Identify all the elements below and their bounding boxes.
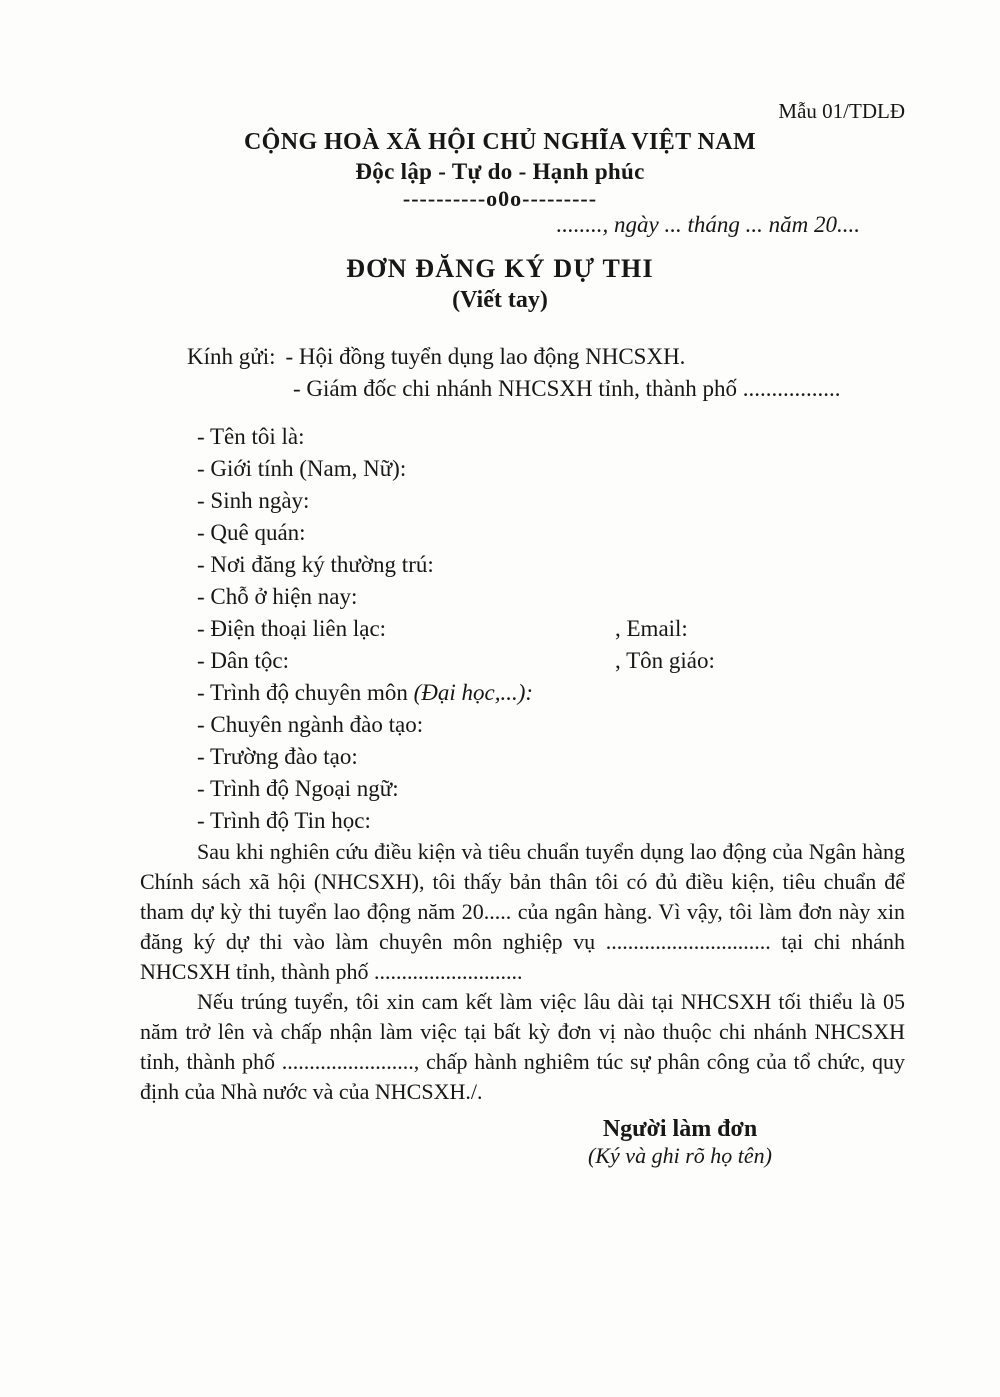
body-paragraph-2: Nếu trúng tuyển, tôi xin cam kết làm việc lâu dài tại NHCSXH tối thiểu là 05 năm trở lên và chấp nhận làm việc tại bất kỳ đơn vị nào thuộc chi nhánh NHCSXH tỉnh, thành phố ........................, chấp hành nghiêm túc sự phân công của tổ chức, quy định của Nhà nước và của NHCSXH./. <box>140 989 905 1104</box>
signature-block <box>530 1115 830 1169</box>
field-second-label: , Tôn giáo: <box>615 648 715 673</box>
personal-info-fields <box>197 421 1000 837</box>
field-label: - Trường đào tạo: <box>197 744 358 769</box>
field-label: - Quê quán: <box>197 520 306 545</box>
field-row-qualification <box>197 677 1000 709</box>
field-label: - Sinh ngày: <box>197 488 310 513</box>
field-row-permanent-residence <box>197 549 1000 581</box>
application-body <box>140 837 905 1107</box>
field-row-hometown <box>197 517 1000 549</box>
field-row-current-address <box>197 581 1000 613</box>
field-row-major <box>197 709 1000 741</box>
field-row-phone-email <box>197 613 1000 645</box>
recipient-line-2: - Giám đốc chi nhánh NHCSXH tỉnh, thành phố ................. <box>293 376 841 401</box>
recipient-line-1 <box>187 341 1000 373</box>
field-qualifier: (Đại học,...): <box>413 680 534 705</box>
date-line: ........, ngày ... tháng ... năm 20.... <box>556 212 860 237</box>
field-row-foreign-language <box>197 773 1000 805</box>
field-label: - Trình độ chuyên môn <box>197 680 414 705</box>
field-row-gender <box>197 453 1000 485</box>
field-label: - Giới tính (Nam, Nữ): <box>197 456 407 481</box>
field-row-school <box>197 741 1000 773</box>
form-subtitle: (Viết tay) <box>452 287 548 313</box>
field-row-informatics <box>197 805 1000 837</box>
header-separator: ----------o0o--------- <box>402 186 598 211</box>
field-label: - Dân tộc: <box>197 648 289 673</box>
recipient-1: - Hội đồng tuyển dụng lao động NHCSXH. <box>285 344 686 369</box>
motto-line: Độc lập - Tự do - Hạnh phúc <box>355 159 645 184</box>
recipients-label: Kính gửi: <box>187 344 276 369</box>
field-label: - Trình độ Tin học: <box>197 808 371 833</box>
field-label: - Chỗ ở hiện nay: <box>197 584 358 609</box>
national-header-line: CỘNG HOÀ XÃ HỘI CHỦ NGHĨA VIỆT NAM <box>243 129 757 155</box>
form-title: ĐƠN ĐĂNG KÝ DỰ THI <box>346 254 654 283</box>
recipients-block <box>187 341 1000 405</box>
field-label: - Tên tôi là: <box>197 424 305 449</box>
title-block <box>0 253 1000 315</box>
field-label: - Điện thoại liên lạc: <box>197 616 387 641</box>
national-header <box>0 127 1000 211</box>
form-code: Mẫu 01/TDLĐ <box>778 99 905 123</box>
field-label: - Chuyên ngành đào tạo: <box>197 712 424 737</box>
body-paragraph-1: Sau khi nghiên cứu điều kiện và tiêu chuẩn tuyển dụng lao động của Ngân hàng Chính sách xã hội (NHCSXH), tôi thấy bản thân tôi có đủ điều kiện, tiêu chuẩn để tham dự kỳ thi tuyển lao động năm 20..... của ngân hàng. Vì vậy, tôi làm đơn này xin đăng ký dự thi vào làm chuyên môn nghiệp vụ .............................. tại chi nhánh NHCSXH tỉnh, thành phố ........................... <box>140 839 905 984</box>
signature-note: (Ký và ghi rõ họ tên) <box>588 1143 772 1168</box>
field-label: - Nơi đăng ký thường trú: <box>197 552 434 577</box>
field-row-birthdate <box>197 485 1000 517</box>
field-label: - Trình độ Ngoại ngữ: <box>197 776 399 801</box>
field-row-ethnicity-religion <box>197 645 1000 677</box>
signature-title: Người làm đơn <box>602 1116 758 1142</box>
field-second-label: , Email: <box>615 616 688 641</box>
field-row-name <box>197 421 1000 453</box>
